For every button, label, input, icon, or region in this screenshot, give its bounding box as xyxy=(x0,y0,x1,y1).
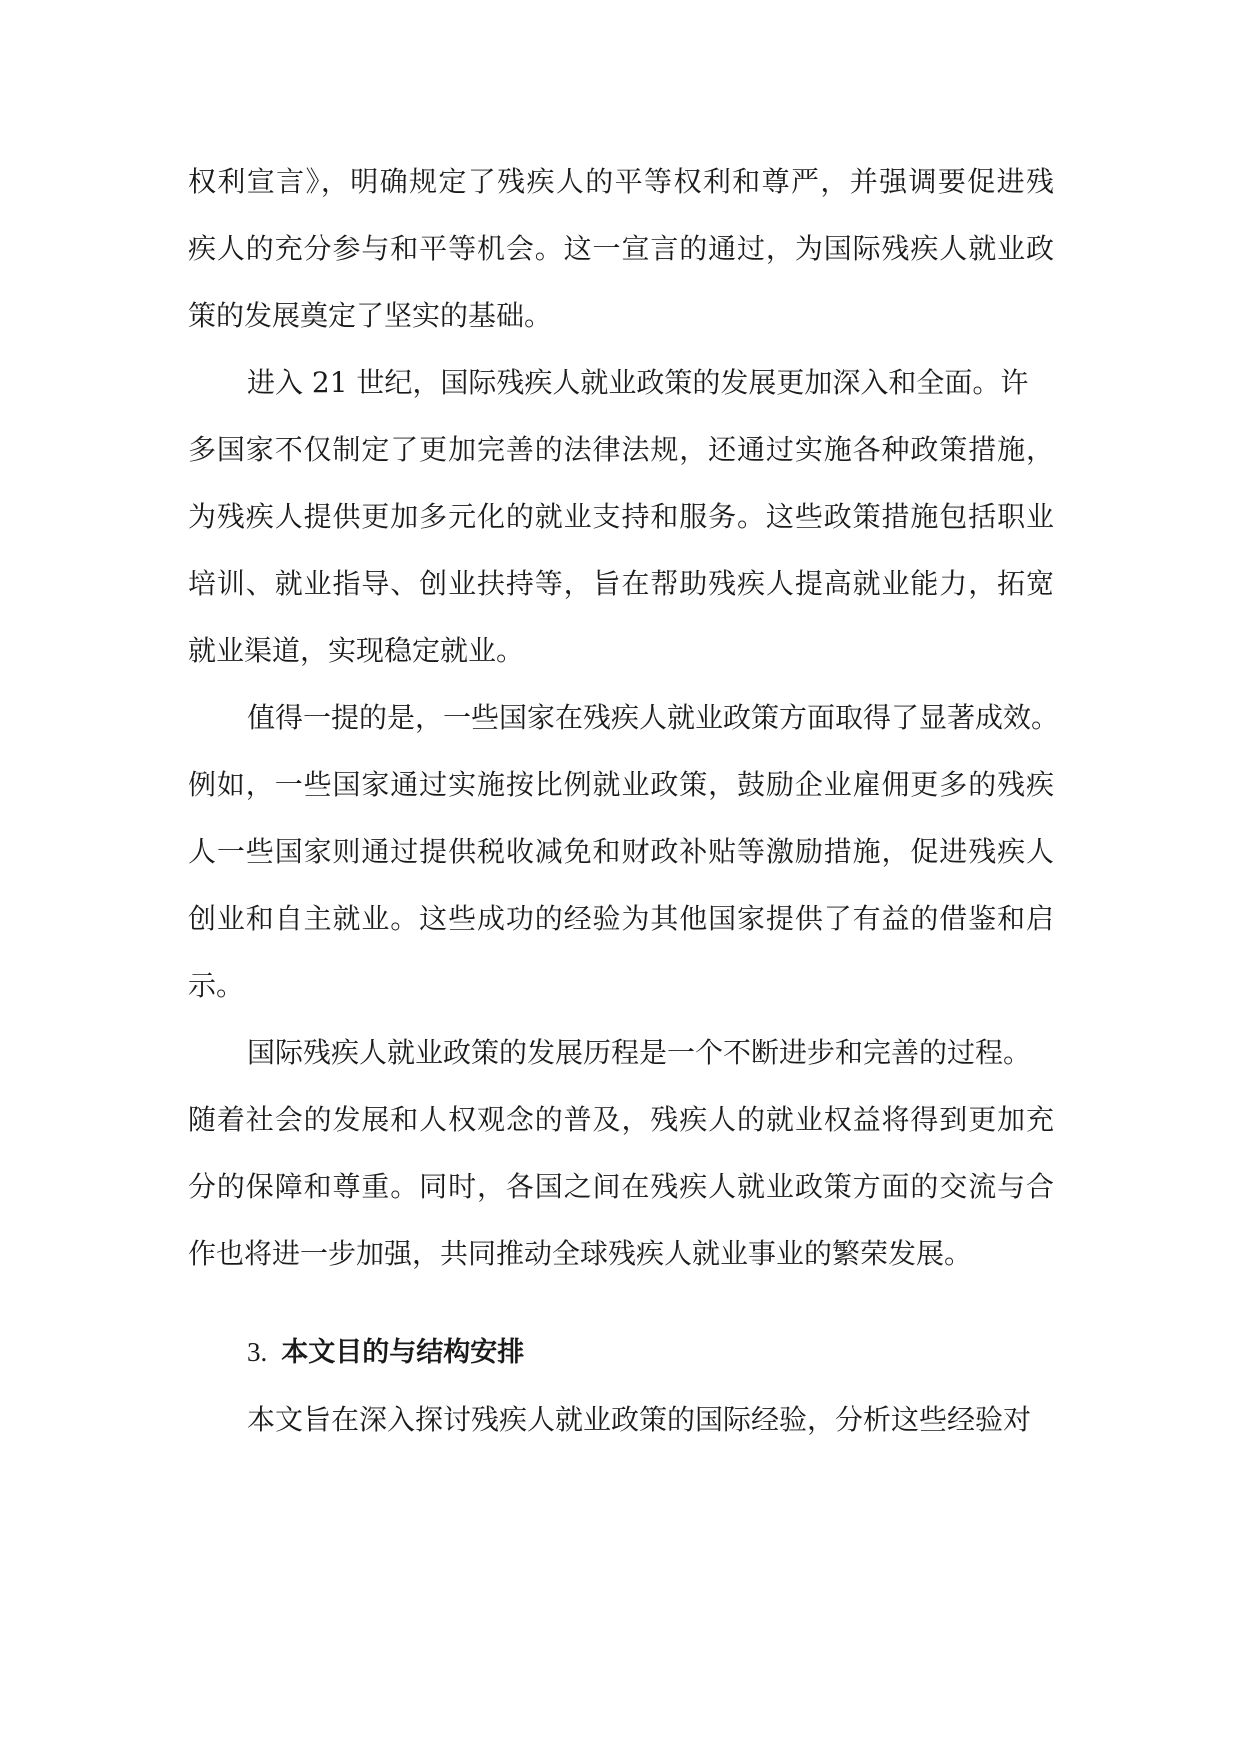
section-number: 3. xyxy=(247,1337,268,1367)
paragraph-line: 就业渠道，实现稳定就业。 xyxy=(188,634,525,667)
paragraph-line: 人一些国家则通过提供税收减免和财政补贴等激励措施，促进残疾人 xyxy=(188,835,1054,868)
paragraph-line: 示。 xyxy=(188,969,245,1002)
paragraph-line: 分的保障和尊重。同时，各国之间在残疾人就业政策方面的交流与合 xyxy=(188,1170,1054,1203)
paragraph-line: 疾人的充分参与和平等机会。这一宣言的通过，为国际残疾人就业政 xyxy=(188,232,1054,265)
paragraph-4 xyxy=(188,1019,1054,1287)
section-heading xyxy=(188,1319,1054,1386)
paragraph-line: 进入 21 世纪，国际残疾人就业政策的发展更加深入和全面。许 xyxy=(247,366,1029,399)
paragraph-line: 随着社会的发展和人权观念的普及，残疾人的就业权益将得到更加充 xyxy=(188,1103,1054,1136)
paragraph-2 xyxy=(188,349,1054,684)
paragraph-line: 为残疾人提供更加多元化的就业支持和服务。这些政策措施包括职业 xyxy=(188,500,1054,533)
paragraph-line: 值得一提的是，一些国家在残疾人就业政策方面取得了显著成效。 xyxy=(247,701,1060,734)
paragraph-line: 权利宣言》，明确规定了残疾人的平等权利和尊严，并强调要促进残 xyxy=(188,165,1054,198)
paragraph-line: 例如，一些国家通过实施按比例就业政策，鼓励企业雇佣更多的残疾 xyxy=(188,768,1054,801)
paragraph-line: 国际残疾人就业政策的发展历程是一个不断进步和完善的过程。 xyxy=(247,1036,1032,1069)
section-title: 本文目的与结构安排 xyxy=(281,1337,525,1368)
paragraph-5 xyxy=(188,1386,1054,1453)
section-spacer xyxy=(188,1287,1054,1319)
paragraph-3 xyxy=(188,684,1060,1019)
paragraph-line: 策的发展奠定了坚实的基础。 xyxy=(188,299,553,332)
paragraph-line: 多国家不仅制定了更加完善的法律法规，还通过实施各种政策措施， xyxy=(188,433,1054,466)
paragraph-line: 创业和自主就业。这些成功的经验为其他国家提供了有益的借鉴和启 xyxy=(188,902,1054,935)
paragraph-line: 本文旨在深入探讨残疾人就业政策的国际经验，分析这些经验对 xyxy=(247,1403,1032,1436)
paragraph-line: 培训、就业指导、创业扶持等，旨在帮助残疾人提高就业能力，拓宽 xyxy=(188,567,1054,600)
paragraph-1 xyxy=(188,148,1054,349)
document-body xyxy=(188,148,1060,1453)
paragraph-line: 作也将进一步加强，共同推动全球残疾人就业事业的繁荣发展。 xyxy=(188,1237,973,1270)
